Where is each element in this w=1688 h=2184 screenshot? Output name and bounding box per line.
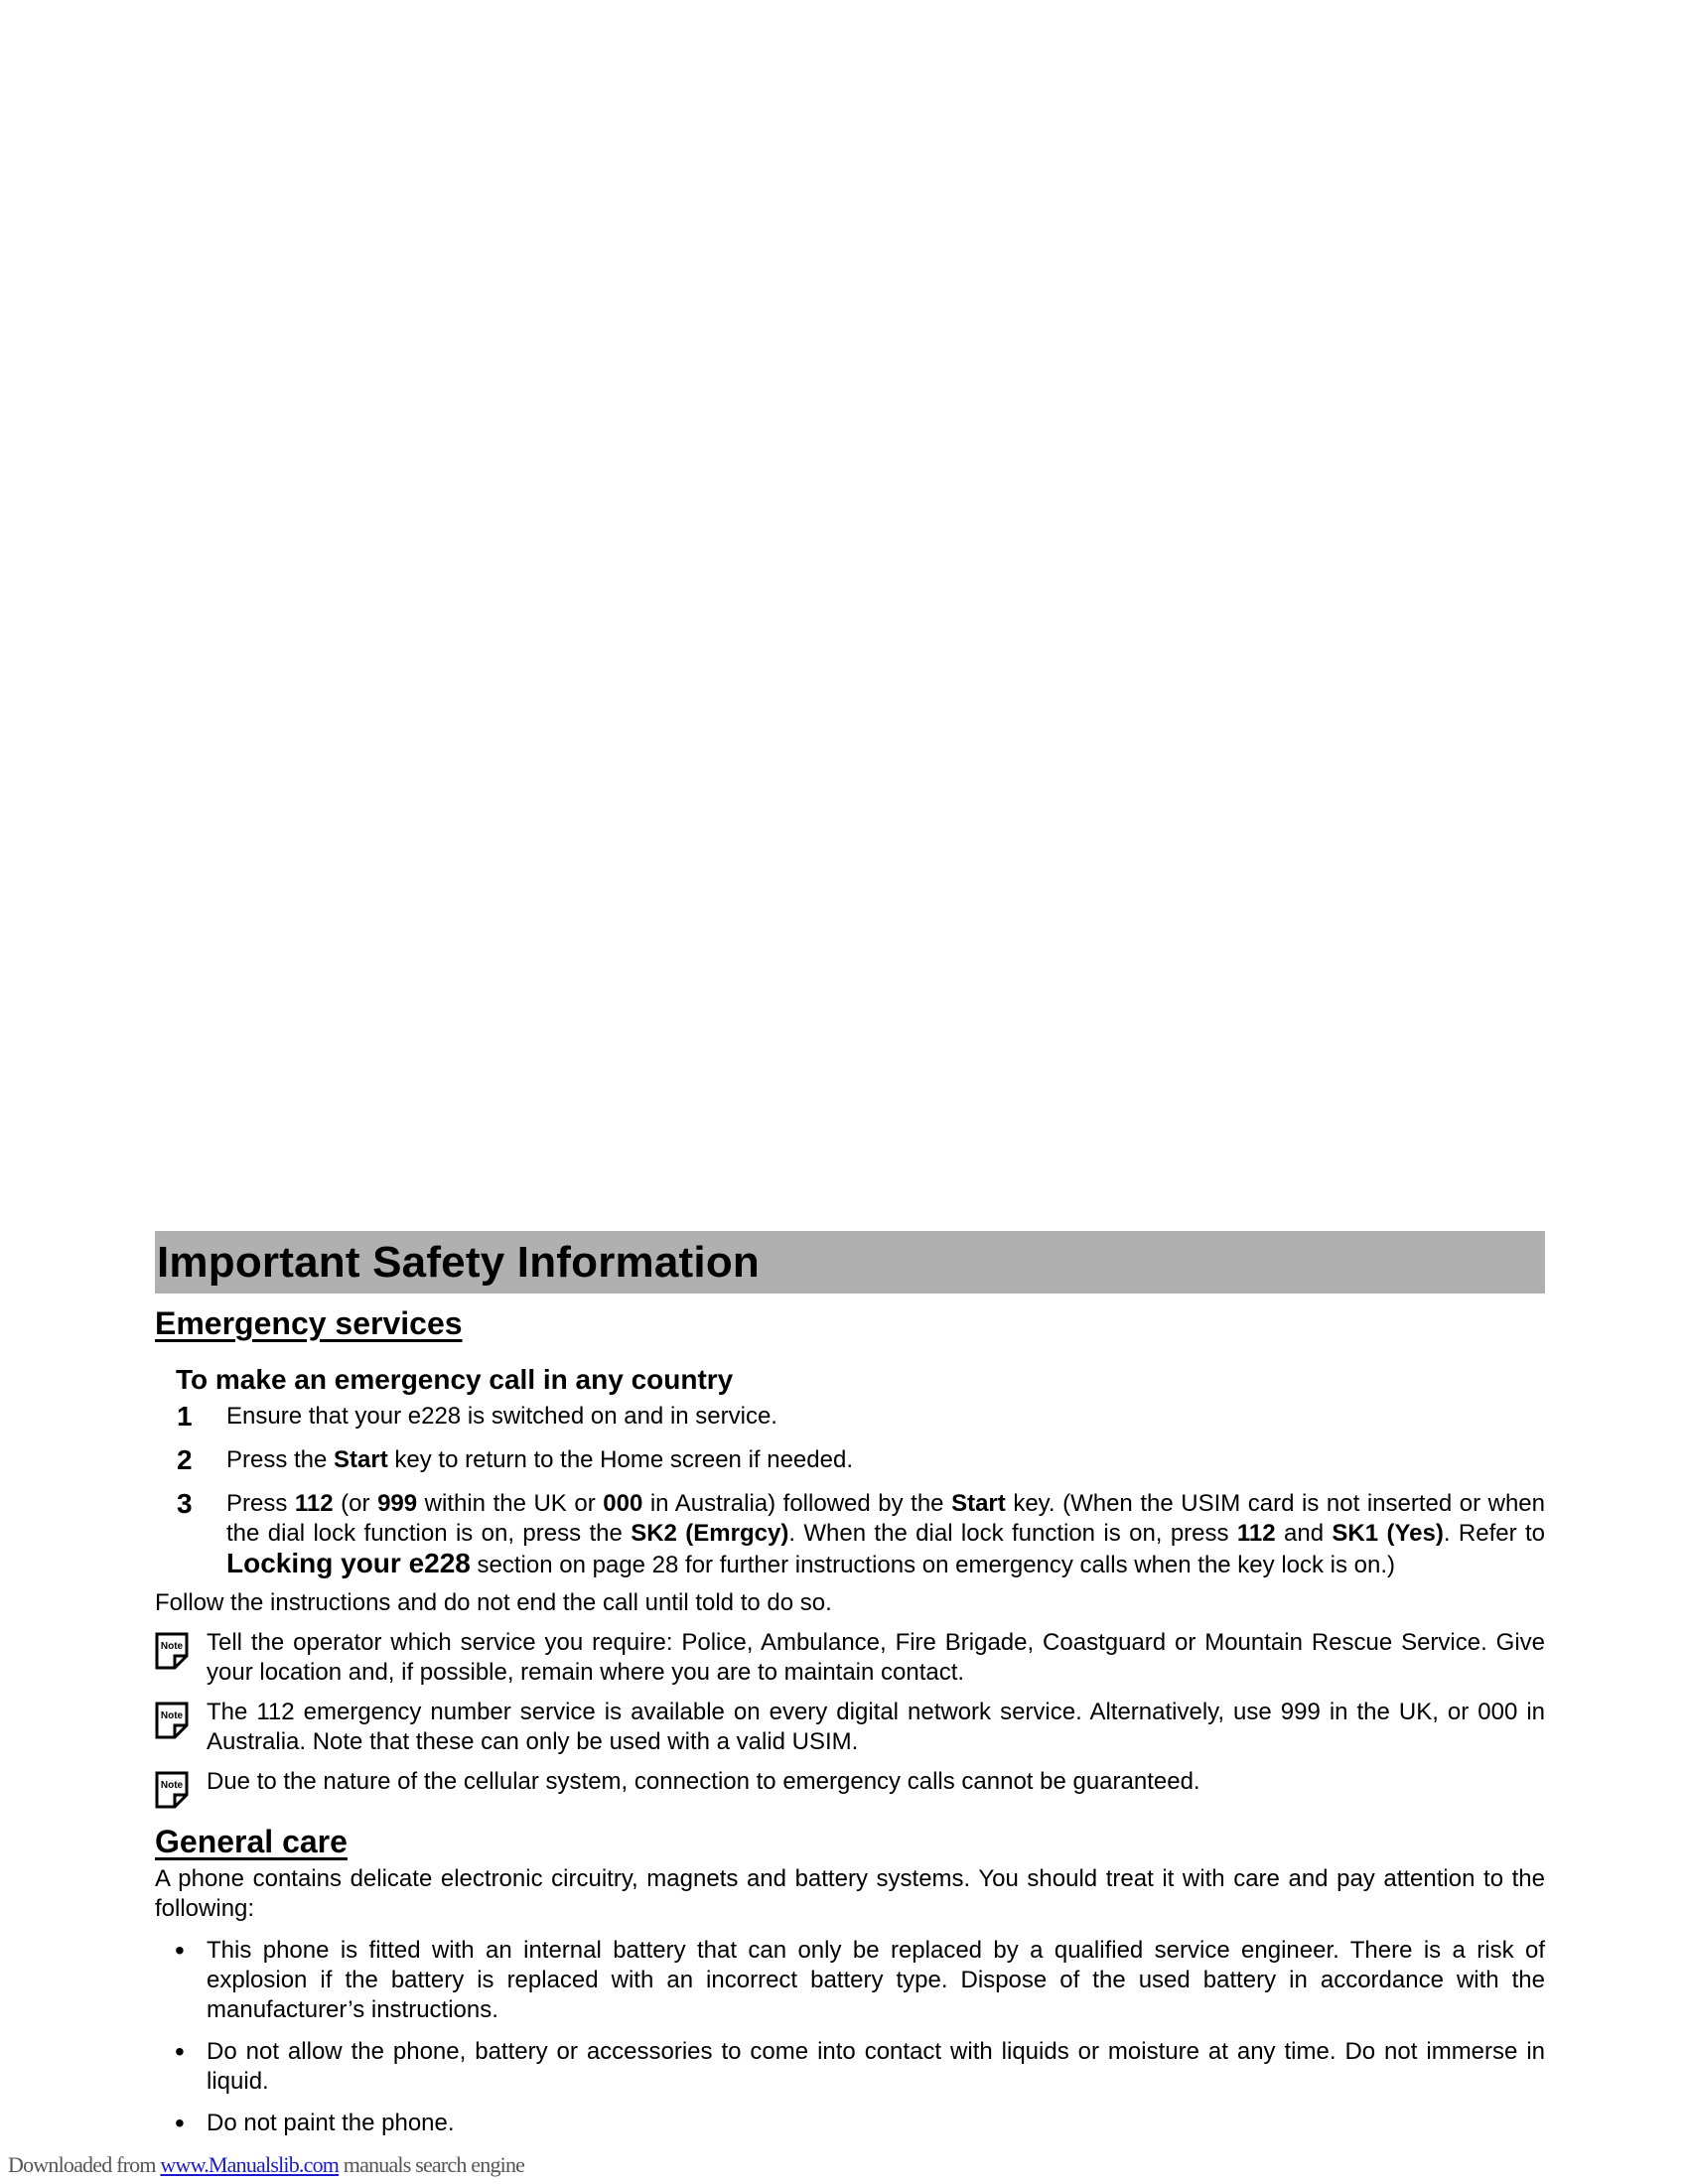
key-name: Start [951, 1490, 1006, 1517]
footer-suffix: manuals search engine [339, 2152, 525, 2177]
bullet-text: This phone is fitted with an internal battery that can only be replaced by a qualified service engineer. There is a risk of explosion if the battery is replaced with an incorrect battery type. Dispose of the used battery in accordance with the manufacturer’s instructions. [207, 1937, 1545, 2023]
key-name: Start [334, 1446, 388, 1473]
step-text [226, 1489, 1545, 1580]
step-item [155, 1489, 1545, 1580]
note-text: Tell the operator which service you require: Police, Ambulance, Fire Brigade, Coastguard or Mountain Rescue Service. Give your location and, if possible, remain where you are to maintain contact. [207, 1629, 1545, 1686]
section-reference: Locking your e228 [226, 1548, 471, 1578]
step-text-run: . Refer to [1443, 1520, 1545, 1547]
key-name: SK2 (Emrgcy) [631, 1520, 789, 1547]
step-text-run: in Australia) followed by the [642, 1490, 952, 1517]
bullet-item [155, 2109, 1545, 2138]
key-name: 112 [294, 1490, 334, 1517]
step-item [155, 1402, 1545, 1432]
step-text-run: key. (When the USIM card is not inserted or when the dial lock function is on, press the [226, 1490, 1546, 1547]
general-care-heading: General care [155, 1824, 348, 1859]
note-item [155, 1698, 1545, 1757]
step-text [226, 1402, 1545, 1432]
step-text-run: . When the dial lock function is on, press [788, 1520, 1237, 1547]
step-number: 2 [177, 1444, 193, 1475]
step-text-run: Press the [226, 1446, 335, 1473]
note-item [155, 1628, 1545, 1688]
step-text-run: and [1275, 1520, 1333, 1547]
bullet-item [155, 1936, 1545, 2025]
note-text: The 112 emergency number service is available on every digital network service. Alternatively, use 999 in the UK, or 000 in Australia. Note that these can only be used with a valid USIM. [207, 1699, 1545, 1755]
svg-text:Note: Note [160, 1641, 184, 1652]
page-title: Important Safety Information [157, 1237, 760, 1287]
general-care-bullets [155, 1936, 1545, 2138]
key-name: 112 [1236, 1520, 1276, 1547]
download-footer [8, 2152, 524, 2178]
note-icon [155, 1628, 207, 1688]
document-page [155, 1231, 1545, 2150]
footer-prefix: Downloaded from [8, 2152, 161, 2177]
bullet-text: Do not paint the phone. [207, 2110, 455, 2136]
step-text-run: Press [226, 1490, 295, 1517]
emergency-steps-list [155, 1402, 1545, 1580]
bullet-icon: • [175, 2108, 185, 2138]
note-icon [155, 1767, 207, 1814]
bullet-item [155, 2037, 1545, 2097]
note-item [155, 1767, 1545, 1814]
step-item [155, 1445, 1545, 1475]
bullet-text: Do not allow the phone, battery or accessories to come into contact with liquids or moisture at any time. Do not immerse in liquid. [207, 2038, 1545, 2095]
step-text-run: key to return to the Home screen if needed. [387, 1446, 853, 1473]
step-number: 3 [177, 1488, 193, 1519]
footer-link[interactable]: www.Manualslib.com [160, 2152, 340, 2177]
note-text: Due to the nature of the cellular system, connection to emergency calls cannot be guaranteed. [207, 1768, 1200, 1795]
follow-instructions-text: Follow the instructions and do not end the call until told to do so. [155, 1589, 832, 1616]
step-text-run: within the UK or [417, 1490, 604, 1517]
title-bar [155, 1231, 1545, 1294]
notes-list [155, 1628, 1545, 1814]
emergency-call-subheading: To make an emergency call in any country [176, 1364, 734, 1395]
key-name: 999 [377, 1490, 418, 1517]
svg-text:Note: Note [160, 1710, 184, 1721]
bullet-icon: • [175, 1935, 185, 1966]
key-name: 000 [603, 1490, 643, 1517]
svg-text:Note: Note [160, 1780, 184, 1791]
step-text-run: section on page 28 for further instructions on emergency calls when the key lock is on.) [470, 1552, 1396, 1578]
step-text [226, 1445, 1545, 1475]
step-text-run: Ensure that your e228 is switched on and in service. [226, 1403, 777, 1430]
general-care-intro: A phone contains delicate electronic circuitry, magnets and battery systems. You should treat it with care and pay attention to the following: [155, 1865, 1545, 1922]
step-number: 1 [177, 1401, 193, 1432]
emergency-services-heading: Emergency services [155, 1305, 463, 1341]
step-text-run: (or [333, 1490, 378, 1517]
note-icon [155, 1698, 207, 1757]
key-name: SK1 (Yes) [1332, 1520, 1444, 1547]
bullet-icon: • [175, 2036, 185, 2067]
